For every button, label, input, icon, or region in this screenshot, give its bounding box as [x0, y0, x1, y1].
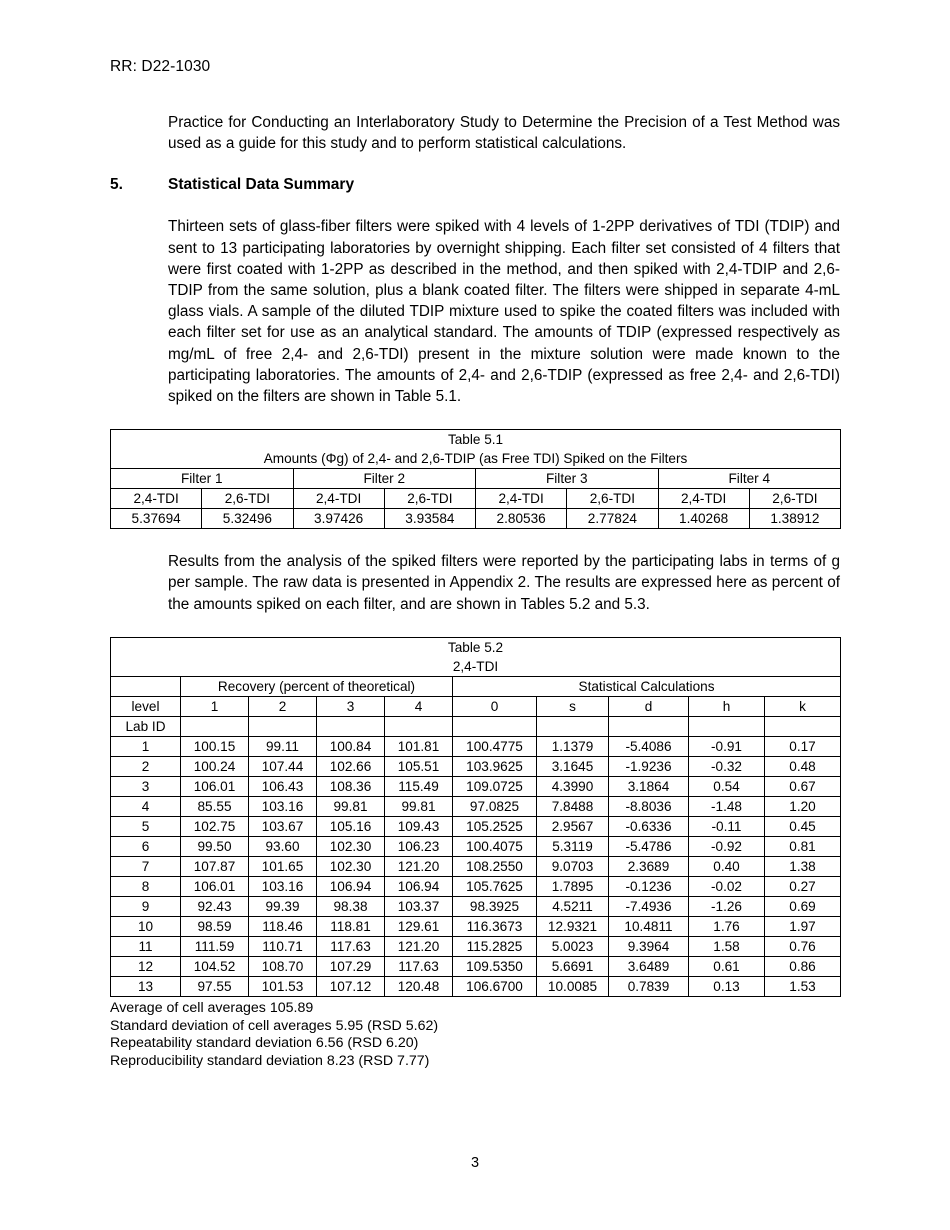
table-cell: 5.37694	[111, 509, 202, 529]
table-cell-empty	[453, 716, 537, 736]
column-header: h	[689, 696, 765, 716]
table-cell: 104.52	[181, 956, 249, 976]
table-cell-empty	[249, 716, 317, 736]
table-cell: -5.4086	[609, 736, 689, 756]
column-header: 1	[181, 696, 249, 716]
table-cell: 117.63	[385, 956, 453, 976]
table-row	[111, 856, 841, 876]
lab-id-cell: 9	[111, 896, 181, 916]
column-header: s	[537, 696, 609, 716]
table-cell: 108.36	[317, 776, 385, 796]
table-cell: 115.49	[385, 776, 453, 796]
table-cell: 1.76	[689, 916, 765, 936]
table-5-1-title-row	[111, 430, 841, 450]
table-row	[111, 976, 841, 996]
table-cell: 3.1864	[609, 776, 689, 796]
analyte-header: 2,4-TDI	[476, 489, 567, 509]
table-cell: 12.9321	[537, 916, 609, 936]
lab-id-cell: 6	[111, 836, 181, 856]
table-cell: 109.43	[385, 816, 453, 836]
table-cell: 1.7895	[537, 876, 609, 896]
table-cell: -0.11	[689, 816, 765, 836]
table-cell: 99.11	[249, 736, 317, 756]
table-cell: 1.58	[689, 936, 765, 956]
table-cell: 3.1645	[537, 756, 609, 776]
table-cell-empty	[609, 716, 689, 736]
lab-id-cell: 7	[111, 856, 181, 876]
table-cell: -1.48	[689, 796, 765, 816]
table-cell: 3.93584	[384, 509, 475, 529]
lab-id-cell: 12	[111, 956, 181, 976]
table-5-1-subtitle: Amounts (Φg) of 2,4- and 2,6-TDIP (as Free TDI) Spiked on the Filters	[111, 449, 841, 469]
table-cell: 93.60	[249, 836, 317, 856]
table-cell: 107.87	[181, 856, 249, 876]
table-cell: -1.9236	[609, 756, 689, 776]
analyte-header: 2,6-TDI	[384, 489, 475, 509]
table-cell: 1.40268	[658, 509, 749, 529]
table-cell: 109.0725	[453, 776, 537, 796]
section-title: Statistical Data Summary	[168, 176, 355, 194]
table-cell: 0.61	[689, 956, 765, 976]
table-cell: 2.80536	[476, 509, 567, 529]
table-row	[111, 776, 841, 796]
table-row	[111, 816, 841, 836]
table-cell: 100.24	[181, 756, 249, 776]
column-header: 3	[317, 696, 385, 716]
table-cell: 106.01	[181, 876, 249, 896]
table-cell: 102.30	[317, 856, 385, 876]
table-cell: 0.45	[765, 816, 841, 836]
note-line: Average of cell averages 105.89	[110, 999, 314, 1016]
table-cell: 106.94	[385, 876, 453, 896]
table-cell: 5.0023	[537, 936, 609, 956]
table-cell: 106.01	[181, 776, 249, 796]
table-cell: 9.0703	[537, 856, 609, 876]
table-cell: 0.17	[765, 736, 841, 756]
table-5-2-title: Table 5.2	[111, 637, 841, 657]
table-cell: 10.4811	[609, 916, 689, 936]
table-row	[111, 836, 841, 856]
table-cell-empty	[181, 716, 249, 736]
lab-id-cell: 4	[111, 796, 181, 816]
table-cell: 118.46	[249, 916, 317, 936]
table-cell: 9.3964	[609, 936, 689, 956]
table-cell: 5.32496	[202, 509, 293, 529]
table-cell: 105.51	[385, 756, 453, 776]
results-paragraph: Results from the analysis of the spiked filters were reported by the participating labs in terms of g per sample. The raw data is presented in Appendix 2. The results are expressed here as percent of the amounts spiked on each filter, and are shown in Tables 5.2 and 5.3.	[168, 553, 840, 613]
table-5-1-title: Table 5.1	[111, 430, 841, 450]
analyte-header: 2,4-TDI	[658, 489, 749, 509]
table-5-1	[110, 429, 841, 529]
table-cell: 1.38	[765, 856, 841, 876]
table-cell-empty	[385, 716, 453, 736]
table-cell: 100.84	[317, 736, 385, 756]
table-cell: -5.4786	[609, 836, 689, 856]
table-cell-empty	[765, 716, 841, 736]
table-cell: 111.59	[181, 936, 249, 956]
table-cell: 102.66	[317, 756, 385, 776]
filter-header: Filter 4	[658, 469, 841, 489]
table-cell: 0.76	[765, 936, 841, 956]
table-cell-empty	[317, 716, 385, 736]
table-cell: 2.3689	[609, 856, 689, 876]
group-row-corner	[111, 676, 181, 696]
table-cell: 121.20	[385, 936, 453, 956]
table-cell: 99.81	[385, 796, 453, 816]
table-cell: 3.6489	[609, 956, 689, 976]
table-cell: -0.91	[689, 736, 765, 756]
column-header: 0	[453, 696, 537, 716]
table-cell: -1.26	[689, 896, 765, 916]
table-5-2-level-row	[111, 696, 841, 716]
table-cell: 98.3925	[453, 896, 537, 916]
table-row	[111, 876, 841, 896]
table-cell: 2.9567	[537, 816, 609, 836]
level-label: level	[111, 696, 181, 716]
analyte-header: 2,4-TDI	[111, 489, 202, 509]
table-cell: 117.63	[317, 936, 385, 956]
table-cell: 0.67	[765, 776, 841, 796]
table-5-1-filter-row	[111, 469, 841, 489]
page-number: 3	[470, 1155, 480, 1171]
table-cell: 4.3990	[537, 776, 609, 796]
table-cell: 0.27	[765, 876, 841, 896]
filter-header: Filter 2	[293, 469, 476, 489]
table-cell: 85.55	[181, 796, 249, 816]
section-number: 5.	[110, 176, 123, 194]
table-cell: 1.97	[765, 916, 841, 936]
table-5-1-subtitle-row	[111, 449, 841, 469]
column-header: d	[609, 696, 689, 716]
table-cell: 106.43	[249, 776, 317, 796]
table-cell: 99.81	[317, 796, 385, 816]
table-cell: 108.70	[249, 956, 317, 976]
lab-id-cell: 8	[111, 876, 181, 896]
table-row	[111, 916, 841, 936]
lab-id-cell: 3	[111, 776, 181, 796]
table-5-2	[110, 637, 841, 997]
table-cell: 4.5211	[537, 896, 609, 916]
table-5-2-notes	[110, 1000, 840, 1071]
table-row	[111, 756, 841, 776]
table-cell: 0.7839	[609, 976, 689, 996]
table-cell: 105.2525	[453, 816, 537, 836]
table-cell: 10.0085	[537, 976, 609, 996]
note-line: Reproducibility standard deviation 8.23 (RSD 7.77)	[110, 1053, 430, 1070]
table-5-2-body	[111, 637, 841, 996]
table-cell-empty	[537, 716, 609, 736]
table-cell: 1.38912	[749, 509, 840, 529]
labid-label: Lab ID	[111, 716, 181, 736]
table-cell: 101.65	[249, 856, 317, 876]
table-cell: 109.5350	[453, 956, 537, 976]
table-cell: 2.77824	[567, 509, 658, 529]
document-content	[110, 112, 840, 1071]
table-cell: 0.54	[689, 776, 765, 796]
analyte-header: 2,6-TDI	[567, 489, 658, 509]
lab-id-cell: 11	[111, 936, 181, 956]
table-cell: 7.8488	[537, 796, 609, 816]
table-cell: 92.43	[181, 896, 249, 916]
table-cell: 107.12	[317, 976, 385, 996]
lab-id-cell: 1	[111, 736, 181, 756]
lab-id-cell: 5	[111, 816, 181, 836]
table-cell: 1.1379	[537, 736, 609, 756]
table-cell: 103.16	[249, 876, 317, 896]
table-cell: -7.4936	[609, 896, 689, 916]
document-header-id: RR: D22-1030	[110, 58, 211, 75]
intro-paragraph: Practice for Conducting an Interlaboratory Study to Determine the Precision of a Test Method was used as a guide for this study and to perform statistical calculations.	[168, 114, 840, 153]
table-cell: 107.44	[249, 756, 317, 776]
table-cell: 103.16	[249, 796, 317, 816]
table-cell: 5.6691	[537, 956, 609, 976]
table-cell: 106.94	[317, 876, 385, 896]
table-row	[111, 796, 841, 816]
table-5-2-title-row	[111, 637, 841, 657]
table-cell: -8.8036	[609, 796, 689, 816]
table-5-1-value-row	[111, 509, 841, 529]
table-cell: 1.20	[765, 796, 841, 816]
group-header-recovery: Recovery (percent of theoretical)	[181, 676, 453, 696]
table-cell: 0.69	[765, 896, 841, 916]
table-cell: 102.30	[317, 836, 385, 856]
filter-header: Filter 3	[476, 469, 659, 489]
table-cell: 100.4075	[453, 836, 537, 856]
table-cell: 103.67	[249, 816, 317, 836]
table-cell: 3.97426	[293, 509, 384, 529]
lab-id-cell: 2	[111, 756, 181, 776]
note-line: Standard deviation of cell averages 5.95 (RSD 5.62)	[110, 1017, 439, 1034]
table-cell: 107.29	[317, 956, 385, 976]
lab-id-cell: 13	[111, 976, 181, 996]
table-cell: 121.20	[385, 856, 453, 876]
table-cell: 102.75	[181, 816, 249, 836]
table-cell: 129.61	[385, 916, 453, 936]
table-cell: -0.32	[689, 756, 765, 776]
analyte-header: 2,6-TDI	[749, 489, 840, 509]
table-cell: 100.4775	[453, 736, 537, 756]
table-cell: 0.40	[689, 856, 765, 876]
table-5-1-analyte-row	[111, 489, 841, 509]
table-cell: 0.81	[765, 836, 841, 856]
table-cell: 0.13	[689, 976, 765, 996]
table-cell: 0.48	[765, 756, 841, 776]
table-cell: 98.59	[181, 916, 249, 936]
table-5-2-group-row	[111, 676, 841, 696]
table-cell: 106.23	[385, 836, 453, 856]
table-cell: 0.86	[765, 956, 841, 976]
table-cell: 103.37	[385, 896, 453, 916]
analyte-header: 2,4-TDI	[293, 489, 384, 509]
body-paragraph: Thirteen sets of glass-fiber filters were spiked with 4 levels of 1-2PP derivatives of TDI (TDIP) and sent to 13 participating laboratories by overnight shipping. Each filter set consisted of 4 filters that were first coated with 1-2PP as described in the method, and then spiked with 2,4-TDIP and 2,6-TDIP from the same solution, plus a blank coated filter. The filters were shipped in separate 4-mL glass vials. A sample of the diluted TDIP mixture used to spike the coated filters was included with each filter set for use as an analytical standard. The amounts of TDIP (expressed respectively as mg/mL of free 2,4- and 2,6-TDI) present in the mixture solution were made known to the participating laboratories. The amounts of 2,4- and 2,6-TDIP (expressed as free 2,4- and 2,6-TDI) spiked on the filters are shown in Table 5.1.	[168, 218, 840, 406]
table-cell: 106.6700	[453, 976, 537, 996]
table-row	[111, 936, 841, 956]
table-cell: -0.92	[689, 836, 765, 856]
table-cell: -0.02	[689, 876, 765, 896]
table-cell: 115.2825	[453, 936, 537, 956]
table-5-2-labid-row	[111, 716, 841, 736]
table-cell: 120.48	[385, 976, 453, 996]
table-cell: 97.0825	[453, 796, 537, 816]
table-cell: 99.50	[181, 836, 249, 856]
table-cell: 97.55	[181, 976, 249, 996]
note-line: Repeatability standard deviation 6.56 (RSD 6.20)	[110, 1035, 419, 1052]
table-row	[111, 736, 841, 756]
table-5-2-subtitle: 2,4-TDI	[111, 657, 841, 677]
table-cell: 116.3673	[453, 916, 537, 936]
table-cell: 98.38	[317, 896, 385, 916]
column-header: k	[765, 696, 841, 716]
table-cell: 1.53	[765, 976, 841, 996]
section-heading	[110, 176, 840, 194]
analyte-header: 2,6-TDI	[202, 489, 293, 509]
table-cell: 103.9625	[453, 756, 537, 776]
table-cell: 101.81	[385, 736, 453, 756]
table-cell-empty	[689, 716, 765, 736]
group-header-statistics: Statistical Calculations	[453, 676, 841, 696]
table-5-2-subtitle-row	[111, 657, 841, 677]
column-header: 2	[249, 696, 317, 716]
table-row	[111, 956, 841, 976]
table-cell: 105.7625	[453, 876, 537, 896]
table-cell: 101.53	[249, 976, 317, 996]
table-row	[111, 896, 841, 916]
filter-header: Filter 1	[111, 469, 294, 489]
table-cell: 118.81	[317, 916, 385, 936]
table-cell: 5.3119	[537, 836, 609, 856]
table-cell: 110.71	[249, 936, 317, 956]
table-cell: 105.16	[317, 816, 385, 836]
table-cell: -0.6336	[609, 816, 689, 836]
table-cell: -0.1236	[609, 876, 689, 896]
table-cell: 100.15	[181, 736, 249, 756]
table-cell: 99.39	[249, 896, 317, 916]
lab-id-cell: 10	[111, 916, 181, 936]
table-cell: 108.2550	[453, 856, 537, 876]
column-header: 4	[385, 696, 453, 716]
